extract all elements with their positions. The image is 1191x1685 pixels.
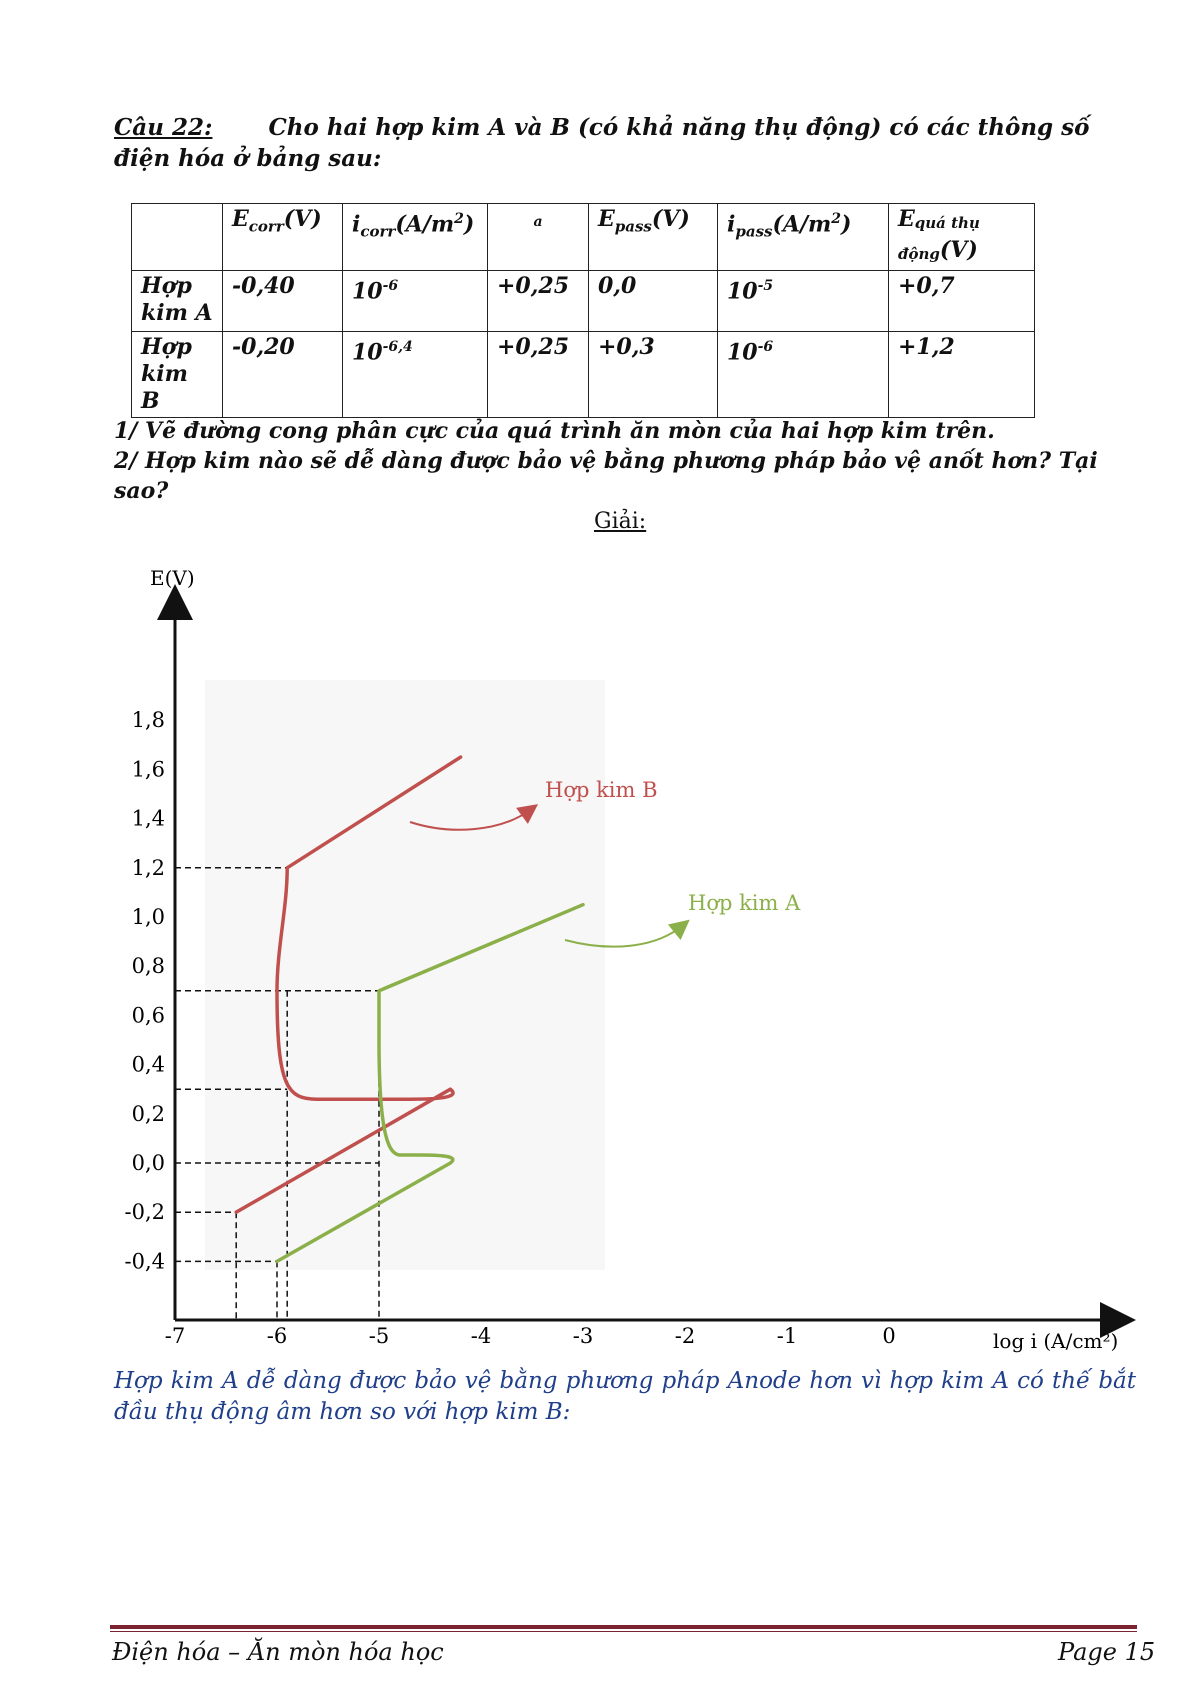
- cell-ipass: $10^{-6}$: [718, 332, 889, 418]
- x-tick-label: -2: [674, 1324, 696, 1348]
- solution-label: Giải:: [594, 509, 647, 534]
- y-tick-label: -0,2: [124, 1200, 165, 1225]
- y-tick-label: 1,8: [131, 708, 165, 733]
- x-tick-label: -4: [470, 1324, 492, 1348]
- cell-ecorr: -0,20: [223, 332, 343, 418]
- cell-epass: 0,0: [589, 271, 718, 332]
- question-1: 1/ Vẽ đường cong phân cực của quá trình ăn mòn của hai hợp kim trên.: [114, 418, 995, 444]
- questions-block: [114, 416, 1134, 506]
- footer-rule-thin: [110, 1631, 1137, 1632]
- cell-a: +0,25: [488, 332, 589, 418]
- y-tick-label: 0,8: [131, 954, 165, 979]
- question-label: Câu 22:: [114, 114, 213, 141]
- y-tick-label: 0,2: [131, 1101, 165, 1126]
- cell-a: +0,25: [488, 271, 589, 332]
- header-epass: $E_{pass}(V)$: [589, 204, 718, 271]
- cell-icorr: $10^{-6}$: [343, 271, 488, 332]
- x-tick-label: -1: [776, 1324, 798, 1348]
- legend-alloy-b: Hợp kim B: [545, 778, 658, 802]
- y-tick-label: 1,0: [131, 905, 165, 929]
- question-block: [114, 112, 1124, 174]
- plot-background: [205, 680, 605, 1270]
- cell-eqtd: +1,2: [889, 332, 1035, 418]
- y-tick-label: 1,6: [131, 757, 165, 782]
- polarization-chart: [0, 560, 1191, 1360]
- header-ipass: $i_{pass}(A/m^2)$: [718, 204, 889, 271]
- table-header-row: [132, 204, 1035, 271]
- row-name: Hợp kim A: [132, 271, 223, 332]
- x-tick-label: -7: [164, 1324, 186, 1348]
- y-tick-label: 0,4: [131, 1052, 165, 1077]
- table-row: [132, 271, 1035, 332]
- answer-text: Hợp kim A dễ dàng được bảo vệ bằng phương pháp Anode hơn vì hợp kim A có thế bắt đầu thụ động âm hơn so với hợp kim B:: [114, 1368, 1136, 1425]
- x-tick-label: -6: [266, 1324, 288, 1348]
- header-icorr: $i_{corr}(A/m^2)$: [343, 204, 488, 271]
- header-empty: [132, 204, 223, 271]
- y-tick-label: 0,6: [131, 1003, 165, 1028]
- cell-ecorr: -0,40: [223, 271, 343, 332]
- cell-ipass: $10^{-5}$: [718, 271, 889, 332]
- cell-epass: +0,3: [589, 332, 718, 418]
- footer-title: Điện hóa – Ăn mòn hóa học: [112, 1638, 444, 1666]
- x-tick-label: -3: [572, 1324, 594, 1348]
- y-tick-label: 0,0: [131, 1151, 165, 1175]
- y-tick-label: -0,4: [124, 1249, 165, 1274]
- parameter-table: [131, 203, 1035, 418]
- x-axis-label: log i (A/cm²): [993, 1329, 1119, 1353]
- header-eqtd: Equá thụ động(V): [889, 204, 1035, 271]
- header-ecorr: $E_{corr}(V)$: [223, 204, 343, 271]
- row-name: Hợp kim B: [132, 332, 223, 418]
- question-text: Cho hai hợp kim A và B (có khả năng thụ động) có các thông số điện hóa ở bảng sau:: [114, 114, 1090, 172]
- question-2: 2/ Hợp kim nào sẽ dễ dàng được bảo vệ bằng phương pháp bảo vệ anốt hơn? Tại sao?: [114, 448, 1098, 504]
- y-tick-label: 1,4: [131, 806, 165, 831]
- header-a: a: [488, 204, 589, 271]
- cell-eqtd: +0,7: [889, 271, 1035, 332]
- y-axis-label: E(V): [150, 566, 195, 590]
- y-tick-label: 1,2: [131, 855, 165, 880]
- x-tick-label: 0: [882, 1324, 896, 1348]
- footer-rule-thick: [110, 1625, 1137, 1629]
- cell-icorr: $10^{-6,4}$: [343, 332, 488, 418]
- x-tick-label: -5: [368, 1324, 390, 1348]
- legend-alloy-a: Hợp kim A: [688, 891, 801, 915]
- page-number: Page 15: [1058, 1638, 1156, 1666]
- table-row: [132, 332, 1035, 418]
